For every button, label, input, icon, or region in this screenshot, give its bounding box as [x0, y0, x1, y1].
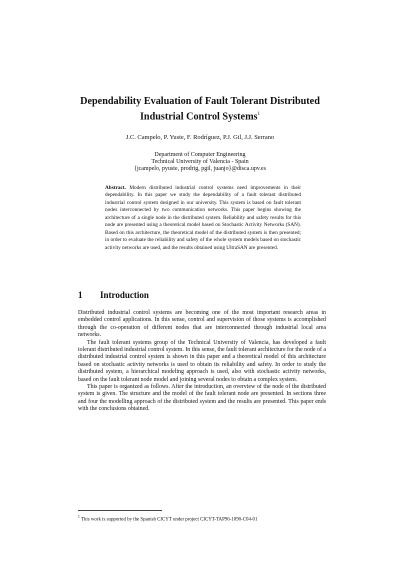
- title-line-1: Dependability Evaluation of Fault Tolerant Distributed: [80, 96, 320, 107]
- abstract-label: Abstract.: [105, 185, 126, 191]
- body-paragraph: The fault tolerant systems group of the Technical University of Valencia, has developed a fault tolerant distributed industrial control system. In this sense, the fault tolerant architecture for the node of a distributed industrial control system is shown in this paper and a theoretical model of this architecture based on stochastic activity networks is used to obtain its reliability and safety. In order to study the distributed system, a hierarchical modeling approach is used, also with stochastic activity networks, based on the fault tolerant node model and joining several nodes to obtain a complex system.: [78, 339, 326, 383]
- title-footnote-mark: 1: [257, 111, 261, 117]
- footnote-text: This work is supported by the Spanish CICYT under project CICYT-TAP96-1090-C04-01: [80, 517, 258, 523]
- abstract: [105, 185, 301, 252]
- section-number: 1: [78, 290, 83, 300]
- section-heading: [78, 290, 149, 300]
- footnote-divider: [78, 510, 162, 511]
- paper-title: [70, 96, 330, 123]
- affiliation-emails: {jcampelo, pyuste, prodrig, pgil, juanjo}@disca.upv.es: [134, 166, 266, 173]
- affiliation-university: Technical University of Valencia - Spain: [151, 159, 249, 166]
- body-paragraph: Distributed industrial control systems are becoming one of the most important research areas in embedded control applications. In this sense, control and supervision of those systems is accomplished through the co-operation of different nodes that are interconnected through industrial local area networks.: [78, 310, 326, 339]
- abstract-text: Modern distributed industrial control systems need improvements in their dependability. In this paper we study the dependability of a fault tolerant distributed industrial control system designed in our university. This system is based on fault tolerant nodes interconnected by two communication networks. This paper begins showing the architecture of a single node in the distributed system. Reliability and safety results for this node are presented using a theoretical model based on Stochastic Activity Networks (SAN). Based on this architecture, the theoretical model of the distributed system is then presented; in order to evaluate the reliability and safety of the whole system models based on stochastic activity networks are used, and the results obtained using UltraSAN are presented.: [105, 185, 301, 251]
- body-paragraph: This paper is organized as follows. After the introduction, an overview of the node of the distributed system is given. The structure and the model of the fault tolerant node are presented. In sections three and four the modelling approach of the distributed system and the results are presented. This paper ends with the conclusions obtained.: [78, 384, 326, 413]
- footnote-mark: 1: [78, 515, 80, 519]
- title-line-2: Industrial Control Systems: [139, 110, 258, 122]
- footnote: [78, 514, 338, 524]
- author-list: J.C. Campelo, P. Yuste, F. Rodríguez, P.J. Gil, J.J. Serrano: [125, 134, 275, 141]
- affiliation: [80, 152, 320, 174]
- section-body: [78, 310, 326, 414]
- affiliation-department: Department of Computer Engineering: [154, 152, 246, 158]
- section-title: Introduction: [100, 290, 149, 300]
